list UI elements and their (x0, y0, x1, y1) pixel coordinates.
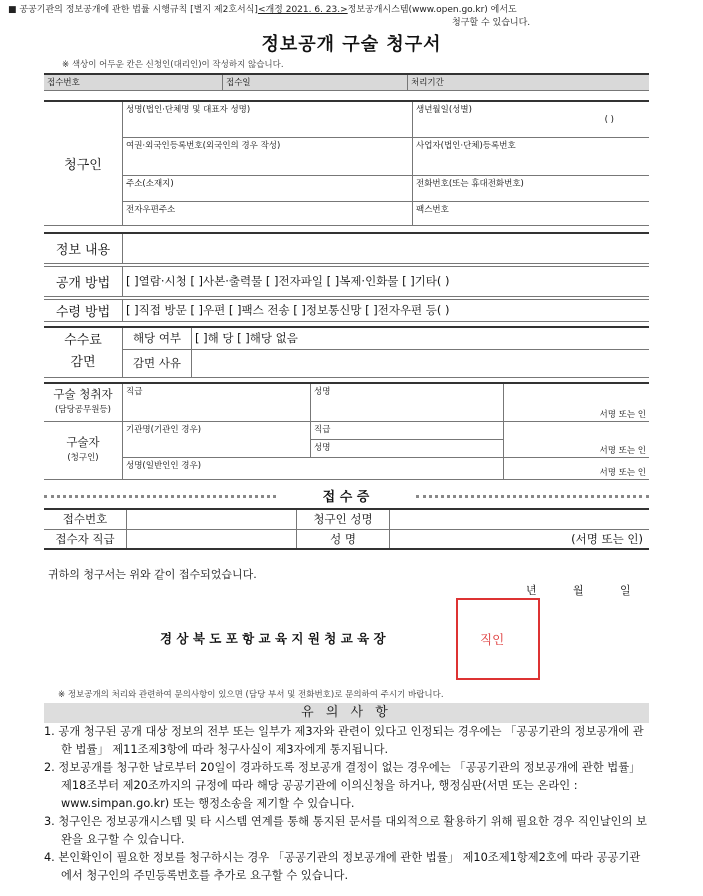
notice-item: 2. 정보공개를 청구한 날로부터 20일이 경과하도록 정보공개 결정이 없는 경우에는 「공공기관의 정보공개에 관한 법률」 제18조부터 제20조까지의 규정에 따라 해당 공공기관에 이의신청을 하거나, 행정심판(서면 또는 온라인 : www.simpan.go.kr) 또는 행정소송을 제기할 수 있습니다. (44, 761, 641, 810)
fee-label (44, 327, 123, 377)
applicant-birth-label: 생년월일(성별) (416, 105, 472, 115)
reception-table (44, 73, 649, 91)
issuing-authority: 경 상 북 도 포 항 교 육 지 원 청 교 육 장 (160, 631, 386, 646)
receipt-name-label: 성 명 (297, 529, 390, 549)
notice-item: 1. 공개 청구된 공개 대상 정보의 전부 또는 일부가 제3자와 관련이 있다고 인정되는 경우에는 「공공기관의 정보공개에 관한 법률」 제11조제3항에 따라 청구사실이 제3자에게 통지됩니다. (44, 725, 644, 756)
bizno-field[interactable] (413, 137, 650, 175)
taker-sub: (담당공무원등) (55, 405, 111, 416)
fee-applicable-options[interactable]: [ ]해 당 [ ]해당 없음 (192, 327, 650, 349)
phone-field[interactable] (413, 175, 650, 201)
date-year: 년 (526, 584, 537, 597)
speaker-label (44, 421, 123, 479)
address-label: 주소(소재지) (126, 178, 174, 189)
speaker-rank-field[interactable] (311, 421, 504, 439)
right-dots (416, 495, 649, 498)
applicant-name-field[interactable] (123, 101, 413, 137)
oral-table (44, 382, 649, 480)
request-table (44, 232, 649, 322)
applicant-name-label: 성명(법인·단체명 및 대표자 성명) (126, 105, 251, 115)
fax-field[interactable] (413, 201, 650, 225)
fee-label-1: 수수료 (64, 333, 102, 349)
header-law: ■ 공공기관의 정보공개에 관한 법률 시행규칙 [별지 제2호서식] (8, 5, 258, 15)
receipt-divider (44, 490, 649, 505)
receipt-title: 접 수 증 (322, 490, 370, 505)
email-label: 전자우편주소 (126, 204, 176, 215)
speaker-rank-label: 직급 (314, 424, 331, 435)
reception-date: 접수일 (223, 74, 408, 90)
speaker-name-label: 성명 (314, 442, 331, 453)
receipt-applicant-label: 청구인 성명 (297, 509, 390, 529)
reception-no: 접수번호 (44, 74, 223, 90)
notice-list (44, 723, 649, 885)
taker-rank-label: 직급 (126, 387, 143, 397)
seal-text: 직인 (480, 632, 505, 647)
taker-sign[interactable]: 서명 또는 인 (504, 383, 650, 421)
email-field[interactable] (123, 201, 413, 225)
fee-reason-label: 감면 사유 (123, 349, 192, 377)
receipt-no-label: 접수번호 (44, 509, 127, 529)
receipt-no-field[interactable] (127, 509, 297, 529)
header-revision: <개정 2021. 6. 23.> (257, 5, 348, 15)
taker-name-field[interactable] (311, 383, 504, 421)
passport-label: 여권·외국인등록번호(외국인의 경우 작성) (126, 140, 281, 151)
speaker-personal-label: 성명(일반인인 경우) (126, 460, 202, 471)
taker-name-label: 성명 (314, 387, 331, 397)
info-content-label: 정보 내용 (44, 233, 123, 263)
info-content-field[interactable] (123, 233, 650, 263)
receipt-staff-field[interactable] (127, 529, 297, 549)
fee-reason-field[interactable] (192, 349, 650, 377)
fee-label-2: 감면 (70, 355, 96, 371)
taker-rank-field[interactable] (123, 383, 311, 421)
receive-options[interactable]: [ ]직접 방문 [ ]우편 [ ]팩스 전송 [ ]정보통신망 [ ]전자우편 등( ) (123, 299, 650, 321)
fee-table (44, 326, 649, 378)
date-day: 일 (620, 584, 631, 597)
speaker-title: 구술자 (66, 435, 100, 449)
receipt-sign[interactable]: (서명 또는 인) (390, 529, 650, 549)
applicant-table (44, 100, 649, 226)
taker-label (44, 383, 123, 421)
bizno-label: 사업자(법인·단체)등록번호 (416, 140, 516, 151)
receipt-staff-label: 접수자 직급 (44, 529, 127, 549)
left-dots (44, 495, 276, 498)
speaker-personal-field[interactable] (123, 457, 504, 479)
phone-label: 전화번호(또는 휴대전화번호) (416, 178, 524, 189)
notice-title: 유 의 사 항 (44, 703, 649, 723)
receipt-applicant-field[interactable] (390, 509, 650, 529)
applicant-label: 청구인 (44, 101, 123, 225)
top-note: ※ 색상이 어두운 칸은 신청인(대리인)이 작성하지 않습니다. (62, 60, 284, 70)
passport-field[interactable] (123, 137, 413, 175)
fee-applicable-label: 해당 여부 (123, 327, 192, 349)
header-online: 정보공개시스템(www.open.go.kr) 에서도 (347, 5, 517, 15)
speaker-personal-sign[interactable]: 서명 또는 인 (504, 457, 650, 479)
speaker-org-field[interactable] (123, 421, 311, 457)
address-field[interactable] (123, 175, 413, 201)
date-month: 월 (573, 584, 584, 597)
speaker-name-field[interactable] (311, 439, 504, 457)
fax-label: 팩스번호 (416, 204, 449, 215)
receipt-table (44, 508, 649, 550)
form-header (8, 4, 698, 30)
bottom-note: ※ 정보공개의 처리와 관련하여 문의사항이 있으면 (담당 부서 및 전화번호)로 문의하여 주시기 바랍니다. (58, 690, 444, 700)
speaker-org-sign[interactable]: 서명 또는 인 (504, 421, 650, 457)
taker-title: 구술 청취자 (53, 387, 113, 402)
seal-box (456, 598, 540, 680)
applicant-birth-field[interactable] (413, 101, 650, 137)
disclosure-label: 공개 방법 (44, 266, 123, 296)
header-online-2: 청구할 수 있습니다. (452, 18, 531, 28)
disclosure-options[interactable]: [ ]열람·시청 [ ]사본·출력물 [ ]전자파일 [ ]복제·인화물 [ ]기타( ) (123, 266, 650, 296)
receive-label: 수령 방법 (44, 299, 123, 321)
page-title: 정보공개 구술 청구서 (261, 34, 442, 55)
speaker-sub: (청구인) (67, 453, 99, 463)
speaker-org-label: 기관명(기관인 경우) (126, 424, 202, 435)
reception-period: 처리기간 (408, 74, 650, 90)
notice-item: 4. 본인확인이 필요한 정보를 청구하시는 경우 「공공기관의 정보공개에 관한 법률」 제10조제1항제2호에 따라 공공기관에서 청구인의 주민등록번호를 추가로 요구할 수 있습니다. (44, 851, 641, 882)
birth-gender-paren: ( ) (604, 115, 614, 125)
received-text: 귀하의 청구서는 위와 같이 접수되었습니다. (48, 568, 257, 581)
notice-item: 3. 청구인은 정보공개시스템 및 타 시스템 연계를 통해 통지된 문서를 대외적으로 활용하기 위해 필요한 경우 직인날인의 보완을 요구할 수 있습니다. (44, 815, 647, 846)
